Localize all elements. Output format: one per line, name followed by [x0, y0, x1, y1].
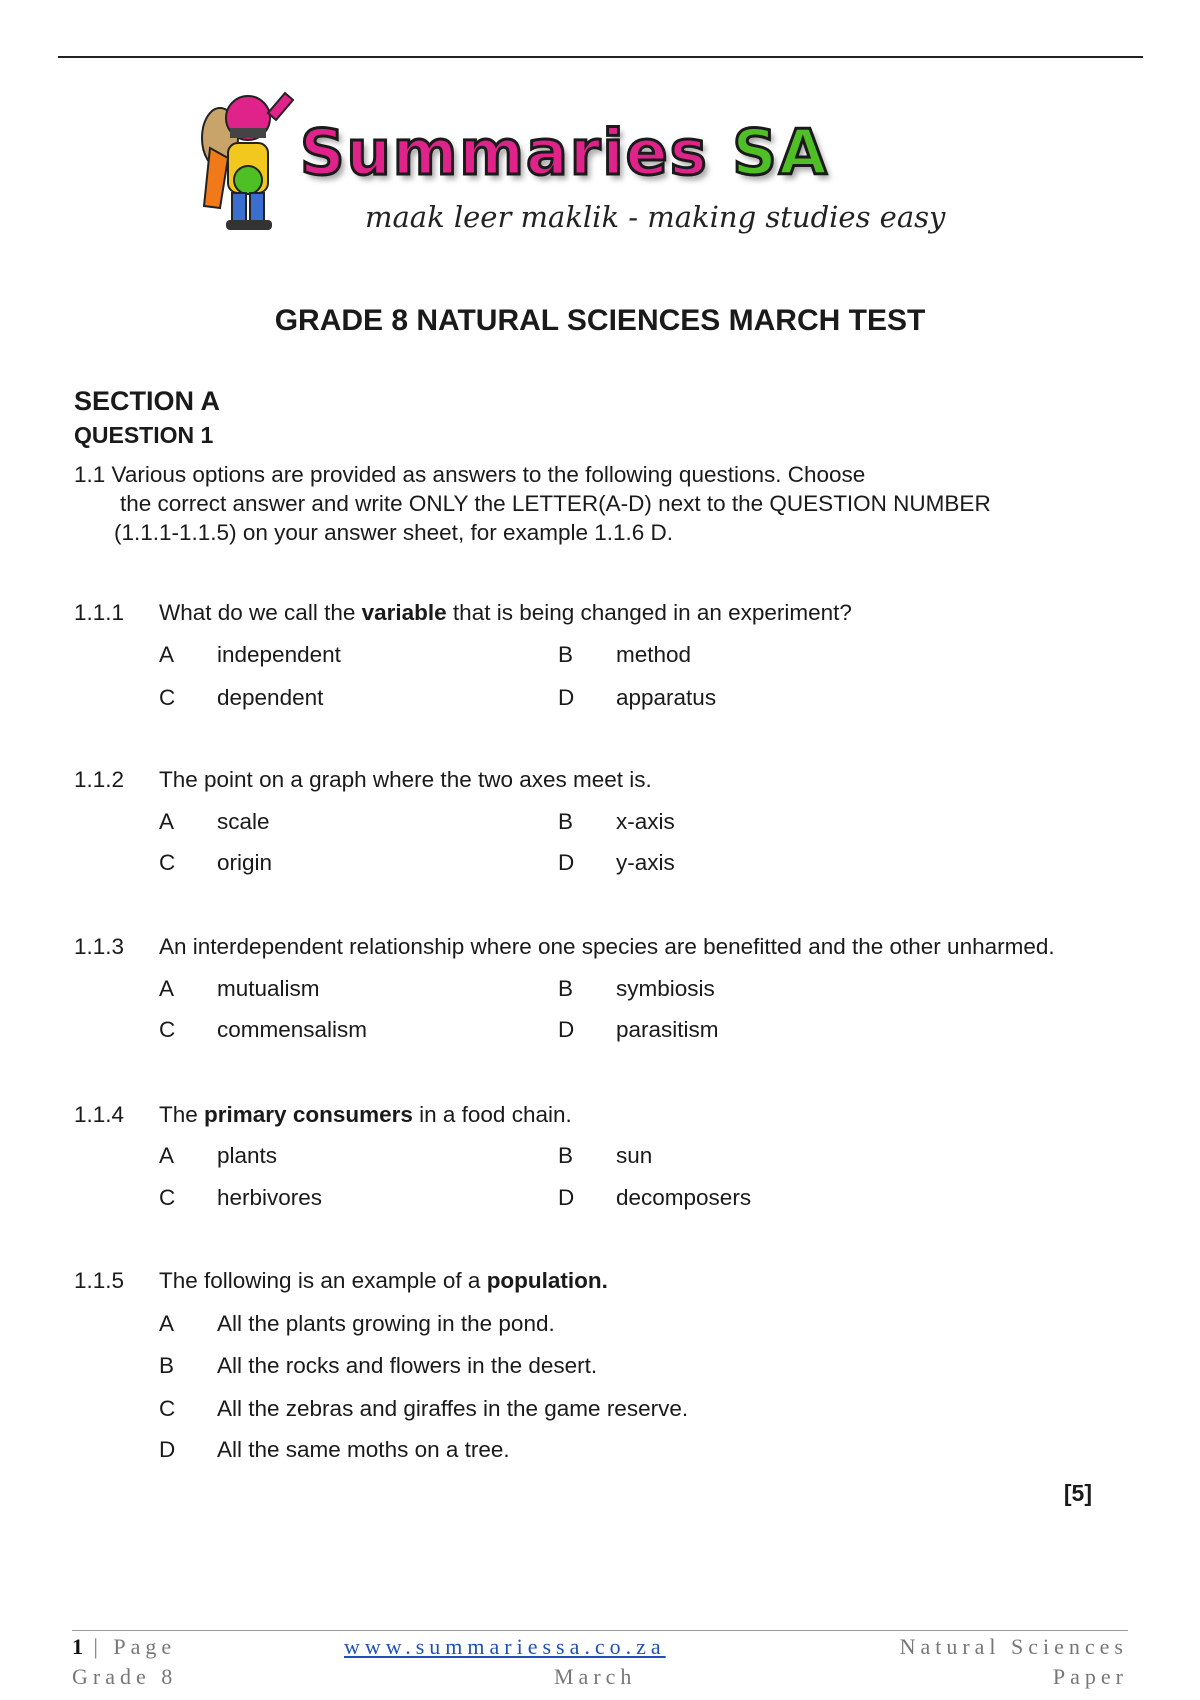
question-number: 1.1.3	[74, 934, 125, 959]
test-title: GRADE 8 NATURAL SCIENCES MARCH TEST	[274, 304, 926, 337]
summaries-sa-logo	[190, 88, 1010, 248]
instructions-line: (1.1.1-1.1.5) on your answer sheet, for example 1.1.6 D.	[114, 520, 674, 545]
logo-tagline: maak leer maklik - making studies easy	[365, 200, 946, 234]
footer-subject: Natural Sciences	[899, 1634, 1128, 1659]
logo-wordmark: Summaries SA	[300, 116, 829, 189]
instructions-line: the correct answer and write ONLY the LETTER(A-D) next to the QUESTION NUMBER	[120, 491, 991, 516]
page-footer	[72, 1634, 1128, 1694]
question-number: 1.1.1	[74, 600, 125, 625]
question-stem: The primary consumers in a food chain.	[159, 1102, 572, 1127]
footer-grade: Grade 8	[72, 1664, 178, 1689]
footer-month: March	[554, 1664, 637, 1689]
question-stem: The point on a graph where the two axes meet is.	[159, 767, 652, 792]
question-number: 1.1.4	[74, 1102, 125, 1127]
question-stem: An interdependent relationship where one species are benefitted and the other unharmed.	[159, 934, 1055, 959]
instructions-line: 1.1 Various options are provided as answers to the following questions. Choose	[74, 462, 866, 487]
mascot-icon	[190, 88, 300, 248]
question-stem: What do we call the variable that is being changed in an experiment?	[159, 600, 852, 625]
question-number: 1.1.2	[74, 767, 125, 792]
website-link[interactable]: www.summariessa.co.za	[344, 1634, 666, 1659]
section-heading: SECTION A	[74, 386, 221, 416]
question-heading: QUESTION 1	[74, 422, 214, 448]
instructions	[74, 460, 1114, 547]
top-rule	[58, 56, 1143, 58]
question-number: 1.1.5	[74, 1268, 125, 1293]
marks-total: [5]	[1063, 1480, 1092, 1506]
page-number: 1 | Page	[72, 1634, 177, 1659]
footer-paper: Paper	[1052, 1664, 1128, 1689]
footer-rule	[72, 1630, 1128, 1631]
question-stem: The following is an example of a population.	[159, 1268, 608, 1293]
